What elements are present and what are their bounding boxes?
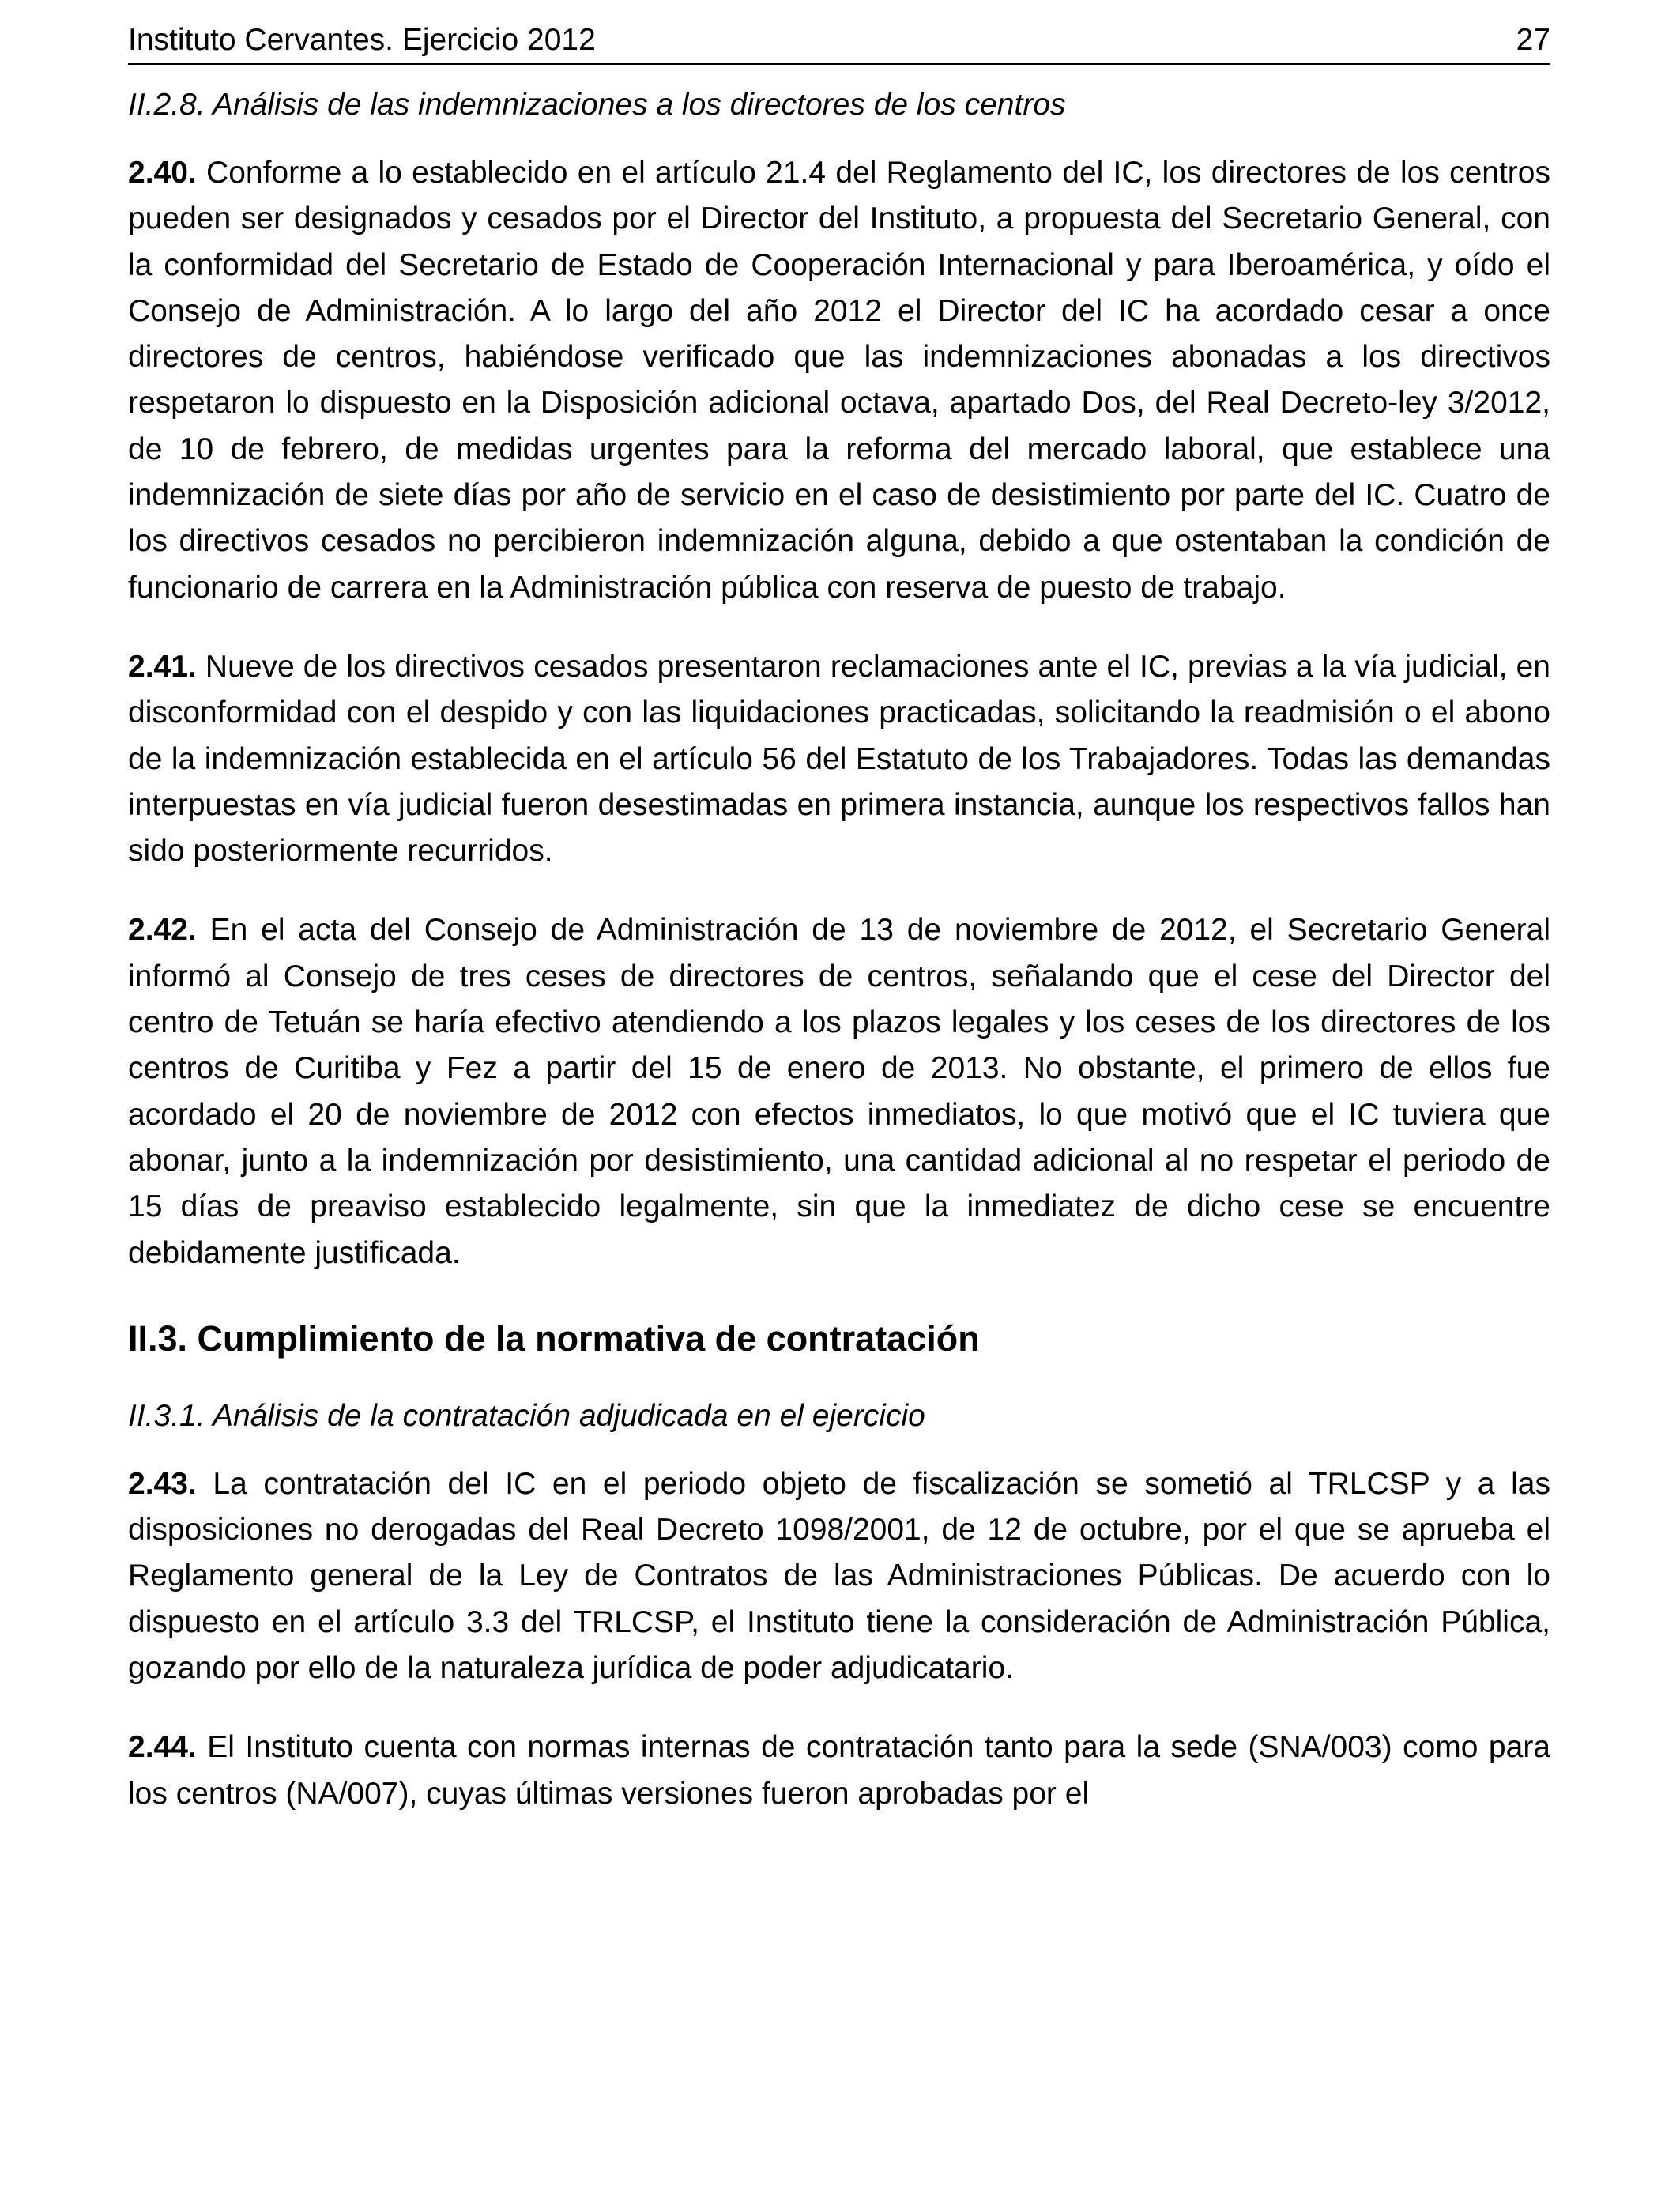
paragraph-2-41	[128, 644, 1550, 874]
section-heading-2-3: II.3. Cumplimiento de la normativa de contratación	[128, 1318, 980, 1359]
paragraph-number: 2.41.	[128, 649, 197, 684]
paragraph-text: Conforme a lo establecido en el artículo 21.4 del Reglamento del IC, los directores de los centros pueden ser designados y cesados por el Director del Instituto, a propuesta del Secretario General, con la conformidad del Secretario de Estado de Cooperación Internacional y para Iberoamérica, y oído el Consejo de Administración. A lo largo del año 2012 el Director del IC ha acordado cesar a once directores de centros, habiéndose verificado que las indemnizaciones abonadas a los directivos respetaron lo dispuesto en la Disposición adicional octava, apartado Dos, del Real Decreto-ley 3/2012, de 10 de febrero, de medidas urgentes para la reforma del mercado laboral, que establece una indemnización de siete días por año de servicio en el caso de desistimiento por parte del IC. Cuatro de los directivos cesados no percibieron indemnización alguna, debido a que ostentaban la condición de funcionario de carrera en la Administración pública con reserva de puesto de trabajo.	[128, 156, 1550, 605]
paragraph-2-44	[128, 1725, 1550, 1817]
paragraph-2-43	[128, 1461, 1550, 1691]
paragraph-text: Nueve de los directivos cesados presentaron reclamaciones ante el IC, previas a la vía judicial, en disconformidad con el despido y con las liquidaciones practicadas, solicitando la readmisión o el abono de la indemnización establecida en el artículo 56 del Estatuto de los Trabajadores. Todas las demandas interpuestas en vía judicial fueron desestimadas en primera instancia, aunque los respectivos fallos han sido posteriormente recurridos.	[128, 649, 1550, 869]
paragraph-text: El Instituto cuenta con normas internas de contratación tanto para la sede (SNA/003) como para los centros (NA/007), cuyas últimas versiones fueron aprobadas por el	[128, 1730, 1550, 1811]
document-page	[128, 22, 1550, 1850]
paragraph-2-40	[128, 150, 1550, 611]
paragraph-text: La contratación del IC en el periodo objeto de fiscalización se sometió al TRLCSP y a las disposiciones no derogadas del Real Decreto 1098/2001, de 12 de octubre, por el que se aprueba el Reglamento general de la Ley de Contratos de las Administraciones Públicas. De acuerdo con lo dispuesto en el artículo 3.3 del TRLCSP, el Instituto tiene la consideración de Administración Pública, gozando por ello de la naturaleza jurídica de poder adjudicatario.	[128, 1466, 1550, 1686]
paragraph-number: 2.44.	[128, 1730, 197, 1765]
page-number: 27	[1516, 23, 1550, 57]
subsection-heading-2-2-8: II.2.8. Análisis de las indemnizaciones a los directores de los centros	[128, 88, 1066, 122]
paragraph-text: En el acta del Consejo de Administración de 13 de noviembre de 2012, el Secretario General informó al Consejo de tres ceses de directores de centros, señalando que el cese del Director del centro de Tetuán se haría efectivo atendiendo a los plazos legales y los ceses de los directores de los centros de Curitiba y Fez a partir del 15 de enero de 2013. No obstante, el primero de ellos fue acordado el 20 de noviembre de 2012 con efectos inmediatos, lo que motivó que el IC tuviera que abonar, junto a la indemnización por desistimiento, una cantidad adicional al no respetar el periodo de 15 días de preaviso establecido legalmente, sin que la inmediatez de dicho cese se encuentre debidamente justificada.	[128, 913, 1551, 1270]
paragraph-2-42	[128, 907, 1550, 1276]
paragraph-number: 2.42.	[128, 913, 197, 948]
paragraph-number: 2.40.	[128, 156, 197, 190]
running-header	[128, 22, 1550, 65]
paragraph-number: 2.43.	[128, 1466, 197, 1501]
subsection-heading-2-3-1: II.3.1. Análisis de la contratación adjudicada en el ejercicio	[128, 1398, 925, 1433]
header-title: Instituto Cervantes. Ejercicio 2012	[128, 23, 596, 57]
